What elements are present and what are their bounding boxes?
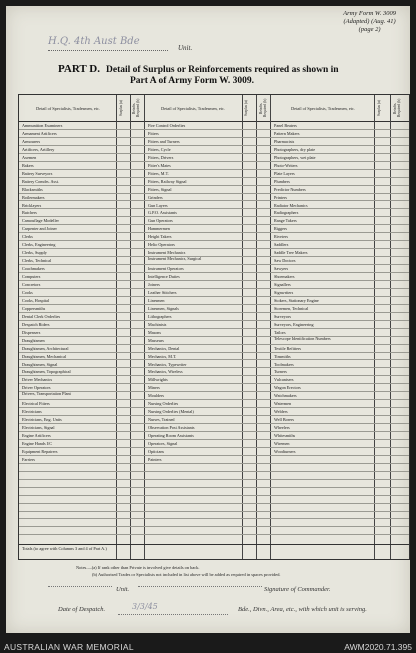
form-reference: Army Form W. 3009 (Adapted) (Aug. 41) (page 2) — [343, 10, 396, 33]
specialist-name: Driver Operators — [22, 385, 51, 391]
specialist-name: Armourers — [22, 138, 41, 144]
specialist-name: Mechanics, M.T. — [148, 353, 177, 359]
table-row — [19, 313, 409, 321]
specialist-name: Equipment Repairers — [22, 448, 58, 454]
specialist-name: Moulders — [148, 393, 165, 399]
specialist-name: Fitters, M.T. — [148, 170, 169, 176]
table-row — [19, 138, 409, 146]
specialist-name: Clerks, Technical — [22, 258, 52, 264]
specialist-name: Draughtsmen, Mechanical — [22, 353, 67, 359]
specialist-name: Joiners — [148, 282, 160, 287]
specialist-name: Grinders — [148, 194, 163, 200]
specialist-name: Photographers, dry plate — [274, 146, 316, 152]
table-row — [19, 202, 409, 210]
header-specialist-1: Detail of Specialists, Tradesmen, etc. — [36, 105, 100, 111]
specialist-name: Pharmacists — [274, 138, 295, 144]
specialist-name: Turners — [274, 369, 287, 375]
table-row — [19, 273, 409, 281]
table-row — [19, 464, 409, 472]
specialist-name: Plate Layers — [274, 170, 295, 176]
table-row — [19, 162, 409, 170]
specialist-name: Clerks, Engineering — [22, 242, 56, 248]
title-line-1: Detail of Surplus or Reinforcements required as shown in — [106, 65, 339, 75]
specialist-name: Artificers, Artillery — [22, 146, 55, 152]
table-row — [19, 368, 409, 376]
specialist-name: Cooks — [22, 289, 33, 295]
specialist-name: Dispensers — [22, 329, 41, 335]
specialist-name: Saw Doctors — [274, 258, 296, 264]
table-row — [19, 480, 409, 488]
specialist-name: Radiator Mechanics — [274, 202, 308, 208]
table-row — [19, 472, 409, 480]
specialist-name: Electricians, Signal — [22, 425, 55, 431]
specialist-name: Masseurs — [148, 337, 164, 343]
specialist-name: Surveyors, Engineering — [274, 321, 314, 327]
table-row — [19, 225, 409, 233]
table-row — [19, 361, 409, 369]
specialist-name: Fitters, Railway Signal — [148, 178, 187, 184]
title-line-2: Part A of Army Form W. 3009. — [130, 76, 255, 86]
bde-label: Bde., Divn., Area, etc., with which unit is serving. — [238, 606, 367, 613]
credit-institution: AUSTRALIAN WAR MEMORIAL — [4, 642, 134, 652]
signature-label: Signature of Commander. — [264, 586, 331, 593]
specialist-name: Signwriters — [274, 289, 294, 295]
specialist-name: Gun Operators — [148, 218, 173, 224]
specialist-name: Fitter's Mates — [148, 162, 171, 168]
table-row — [19, 233, 409, 241]
specialist-name: Watchmakers — [274, 393, 297, 399]
table-row — [19, 353, 409, 361]
specialist-name: Mechanics, Wireless — [148, 369, 183, 375]
table-row — [19, 122, 409, 130]
specialist-name: Signallers — [274, 282, 291, 287]
table-row — [19, 130, 409, 138]
note-b: (b) Authorised Trades or Specialists not included in list above will be added as required in spaces provided. — [92, 572, 281, 577]
table-row — [19, 146, 409, 154]
specialist-name: Fitters, Signal — [148, 186, 172, 192]
specialist-name: Machinists — [148, 321, 167, 327]
specialist-name: Butchers — [22, 210, 37, 216]
handwritten-unit: H.Q. 4th Aust Bde — [48, 36, 140, 47]
specialist-name: Millwrights — [148, 377, 168, 383]
specialist-name: Armament Artificers — [22, 130, 57, 136]
specialist-name: Riggers — [274, 226, 288, 232]
specialist-name: Tailors — [274, 329, 286, 335]
specialist-name: Coachmakers — [22, 266, 45, 272]
specialist-name: Concretors — [22, 282, 41, 287]
specialist-name: Masons — [148, 329, 162, 335]
specialist-name: Engine Artificers — [22, 433, 51, 439]
specialist-name: Drivers, Transportation Plant — [22, 392, 71, 397]
page-title — [58, 64, 398, 87]
header-reinf-1: Reinfts. Required (b) — [132, 98, 140, 118]
table-row — [19, 194, 409, 202]
despatch-label: Date of Despatch. — [58, 606, 106, 613]
specialist-name: Riveters — [274, 234, 288, 240]
table-row — [19, 209, 409, 217]
specialist-name: Welders — [274, 409, 288, 415]
totals-label: Totals (to agree with Columns 3 and 4 of Part A.) — [22, 546, 107, 551]
specialist-name: Textile Refitters — [274, 345, 302, 351]
specialist-name: Gun Layers — [148, 202, 168, 208]
specialist-name: Vulcanisers — [274, 377, 294, 383]
specialist-name: Pattern Makers — [274, 130, 300, 136]
table-row — [19, 384, 409, 392]
table-row — [19, 265, 409, 273]
specialist-name: Electrical Fitters — [22, 401, 50, 407]
specialist-name: Surveyors — [274, 313, 291, 319]
specialist-name: Watermen — [274, 401, 292, 407]
specialist-name: Mechanics, Typewriter — [148, 361, 187, 367]
specialist-name: Nursing Orderlies (Mental) — [148, 409, 194, 415]
table-row — [19, 329, 409, 337]
table-row — [19, 424, 409, 432]
table-row — [19, 520, 409, 528]
header-surplus-1: Surplus (a) — [119, 100, 123, 116]
specialist-name: Electricians — [22, 409, 42, 415]
table-row — [19, 281, 409, 289]
specialist-name: Well Borers — [274, 417, 295, 423]
specialist-name: Range Takers — [274, 218, 297, 224]
specialist-name: Dental Clerk Orderlies — [22, 313, 61, 319]
specialist-name: Saddlers — [274, 242, 289, 248]
table-row — [19, 241, 409, 249]
specialist-name: Predictor Numbers — [274, 186, 306, 192]
specialist-name: Fitters and Turners — [148, 138, 180, 144]
specialist-name: Clerks, Supply — [22, 250, 47, 256]
specialist-name: Blacksmiths — [22, 186, 43, 192]
part-label: PART D. — [58, 63, 100, 75]
specialist-name: Instrument Mechanics, Surgical — [148, 257, 202, 262]
header-surplus-2: Surplus (a) — [244, 100, 248, 116]
form-page — [6, 6, 410, 633]
specialist-name: Battery Comdrs. Asst. — [22, 178, 59, 184]
specialist-name: Ammunition Examiners — [22, 123, 63, 128]
table-row — [19, 217, 409, 225]
specialist-name: Draughtsmen, Architectural — [22, 345, 69, 351]
specialist-name: Storemen, Technical — [274, 305, 309, 311]
specialist-name: G.P.O. Assistants — [148, 210, 177, 216]
specialist-name: Telescope Identification Numbers — [274, 336, 331, 341]
table-row — [19, 488, 409, 496]
unit-label: Unit. — [178, 44, 193, 52]
specialist-name: Saddle Tree Makers — [274, 250, 308, 256]
table-row — [19, 321, 409, 329]
specialist-name: Toolmakers — [274, 361, 294, 367]
specialist-name: Fire Control Orderlies — [148, 123, 186, 128]
table-row — [19, 154, 409, 162]
specialist-name: Coppersmiths — [22, 305, 46, 311]
specialist-name: Despatch Riders — [22, 321, 50, 327]
table-row — [19, 392, 409, 400]
specialist-name: Shoemakers — [274, 274, 295, 280]
specialist-name: Tinsmiths — [274, 353, 291, 359]
table-row — [19, 408, 409, 416]
specialist-name: Radiographers — [274, 210, 299, 216]
specialist-name: Carpenter and Joiner — [22, 226, 57, 232]
specialist-name: Panel Beaters — [274, 123, 297, 128]
specialist-name: Lithographers — [148, 313, 172, 319]
specialist-name: Linesmen — [148, 297, 165, 303]
specialist-name: Opticians — [148, 448, 165, 454]
specialist-name: Sawyers — [274, 266, 289, 272]
specialist-name: Printers — [274, 194, 288, 200]
specialist-name: Photo-Writers — [274, 162, 298, 168]
specialist-name: Observation Post Assistants — [148, 425, 195, 431]
notes — [76, 564, 281, 578]
specialist-name: Helio Operators — [148, 242, 175, 248]
specialist-name: Camouflage Modeller — [22, 218, 59, 224]
specialist-name: Fitters — [148, 130, 159, 136]
despatch-date-handwritten: 3/3/45 — [132, 602, 158, 611]
specialist-name: Stokers, Stationary Engine — [274, 297, 319, 303]
table-row — [19, 170, 409, 178]
specialist-name: Operating Room Assistants — [148, 433, 194, 439]
specialist-name: Farriers — [22, 456, 36, 462]
specialist-name: Draughtsmen — [22, 337, 45, 343]
table-row — [19, 305, 409, 313]
totals-row — [19, 544, 409, 559]
specialist-name: Engine Hands I/C — [22, 441, 53, 446]
despatch-line — [118, 614, 228, 615]
specialist-name: Wagon Erectors — [274, 385, 301, 391]
archive-credit-bar — [0, 634, 416, 653]
specialist-name: Painters — [148, 456, 162, 462]
specialist-name: Height Takers — [148, 234, 172, 240]
specialist-name: Photographers, wet plate — [274, 154, 316, 160]
specialist-name: Mechanics, Dental — [148, 345, 180, 351]
specialist-name: Miners — [148, 385, 160, 391]
specialist-name: Fitters, Cycle — [148, 146, 171, 152]
header-reinf-3: Reinfts. Required (b) — [393, 98, 401, 118]
table-row — [19, 400, 409, 408]
table-row — [19, 289, 409, 297]
table-row — [19, 257, 409, 265]
specialist-name: Computers — [22, 274, 41, 280]
specialist-name: Bakers — [22, 162, 34, 168]
unit-line — [48, 50, 168, 51]
table-row — [19, 249, 409, 257]
specialist-name: Draughtsmen, Signal — [22, 361, 58, 367]
table-row — [19, 178, 409, 186]
table-row — [19, 376, 409, 384]
specialist-name: Clerks — [22, 234, 33, 240]
unit-sign-line — [48, 586, 112, 587]
specialists-table — [18, 94, 410, 560]
specialist-name: Instrument Mechanics — [148, 250, 186, 256]
table-row — [19, 496, 409, 504]
specialist-name: Cooks, Hospital — [22, 297, 49, 303]
specialist-name: Electricians, Eng. Units — [22, 417, 62, 423]
table-row — [19, 186, 409, 194]
specialist-name: Woodturners — [274, 448, 296, 454]
table-row — [19, 337, 409, 345]
specialist-name: Fitters, Drivers — [148, 154, 174, 160]
specialist-name: Leather Stitchers — [148, 289, 177, 295]
specialist-name: Wiremen — [274, 441, 290, 446]
credit-accession: AWM2020.71.395 — [344, 642, 412, 652]
table-row — [19, 297, 409, 305]
note-a: Notes.—(a) If rank other than Private is involved give details on back. — [76, 565, 200, 570]
unit-label-bottom: Unit. — [116, 586, 130, 593]
specialist-name: Axemen — [22, 154, 37, 160]
specialist-name: Hammermen — [148, 226, 170, 232]
specialist-name: Nurses, Trained — [148, 417, 175, 423]
table-row — [19, 504, 409, 512]
table-row — [19, 440, 409, 448]
table-row — [19, 416, 409, 424]
header-surplus-3: Surplus (a) — [377, 100, 381, 116]
specialist-name: Battery Surveyors — [22, 170, 53, 176]
table-row — [19, 345, 409, 353]
specialist-name: Operators, Signal — [148, 441, 178, 446]
specialist-name: Wheelers — [274, 425, 290, 431]
specialist-name: Nursing Orderlies — [148, 401, 179, 407]
table-row — [19, 448, 409, 456]
specialist-name: Boilermakers — [22, 194, 45, 200]
specialist-name: Linesmen, Signals — [148, 305, 179, 311]
signature-line — [138, 586, 262, 587]
specialist-name: Driver Mechanics — [22, 377, 53, 383]
specialist-name: Bricklayers — [22, 202, 42, 208]
header-reinf-2: Reinfts. Required (b) — [259, 98, 267, 118]
table-row — [19, 512, 409, 520]
specialist-name: Whitesmiths — [274, 433, 296, 439]
header-specialist-3: Detail of Specialists, Tradesmen, etc. — [291, 105, 355, 111]
specialist-name: Intelligence Duties — [148, 274, 180, 280]
specialist-name: Draughtsmen, Topographical — [22, 369, 71, 375]
table-row — [19, 456, 409, 464]
specialist-name: Instrument Operators — [148, 266, 184, 272]
table-row — [19, 527, 409, 535]
specialist-name: Plumbers — [274, 178, 290, 184]
table-row — [19, 432, 409, 440]
header-specialist-2: Detail of Specialists, Tradesmen, etc. — [161, 105, 225, 111]
